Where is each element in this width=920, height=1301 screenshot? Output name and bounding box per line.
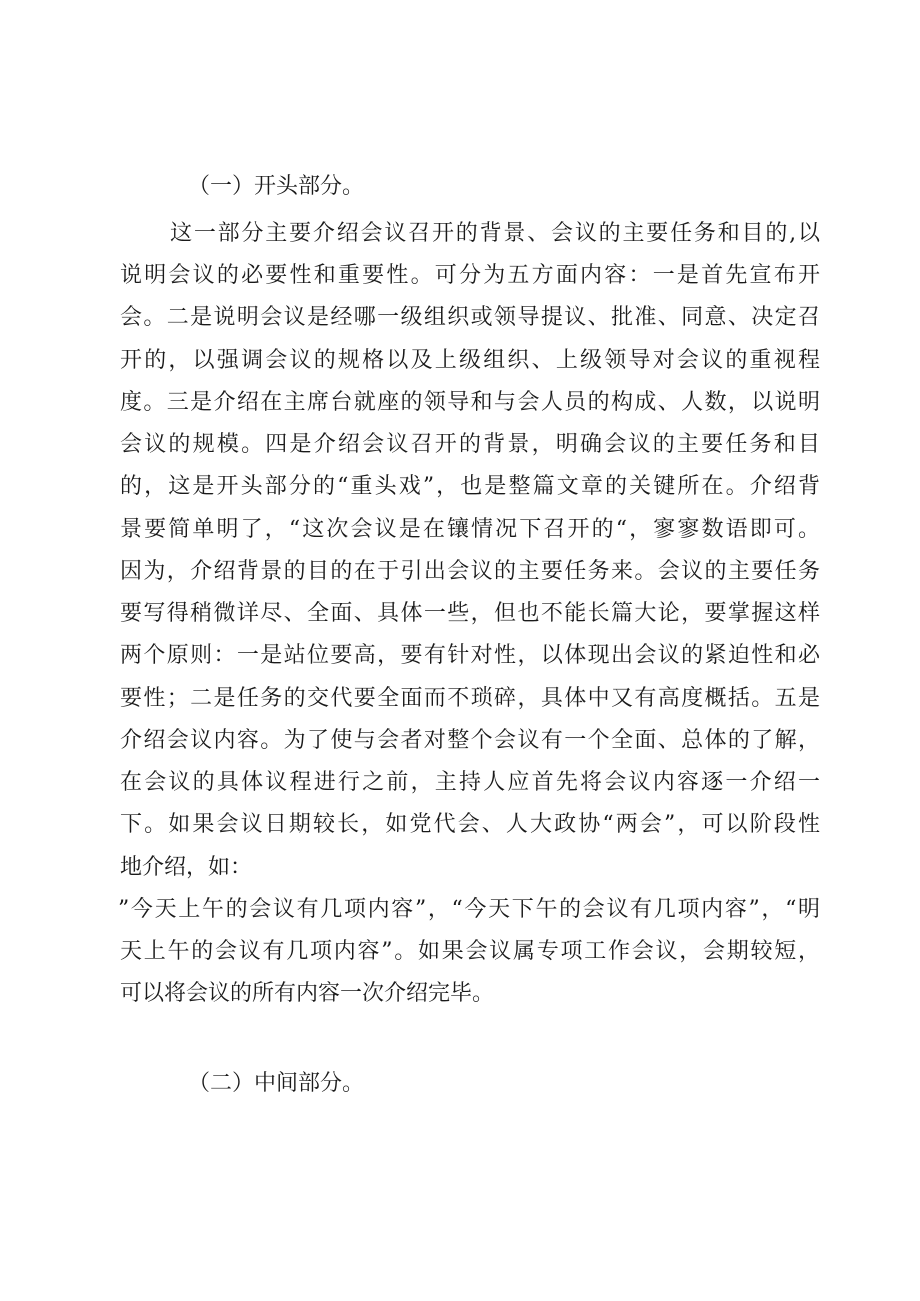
- paragraph-line: 说明会议的必要性和重要性。可分为五方面内容：一是首先宣布开: [120, 263, 820, 288]
- paragraph-line: 天上午的会议有几项内容”。如果会议属专项工作会议，会期较短，: [120, 939, 820, 964]
- paragraph-line: 会议的规模。四是介绍会议召开的背景，明确会议的主要任务和目: [120, 432, 820, 457]
- section-heading-middle: （二）中间部分。: [188, 1071, 365, 1096]
- section-heading-opening: （一）开头部分。: [188, 174, 365, 199]
- paragraph-line: 会。二是说明会议是经哪一级组织或领导提议、批准、同意、决定召: [120, 305, 820, 330]
- paragraph-line: 要写得稍微详尽、全面、具体一些，但也不能长篇大论，要掌握这样: [120, 601, 820, 626]
- paragraph-line: 介绍会议内容。为了使与会者对整个会议有一个全面、总体的了解，: [120, 728, 820, 753]
- paragraph-line: 的，这是开头部分的“重头戏”，也是整篇文章的关键所在。介绍背: [120, 474, 820, 499]
- paragraph-line: 两个原则：一是站位要高，要有针对性，以体现出会议的紧迫性和必: [120, 643, 820, 668]
- paragraph-line: ”今天上午的会议有几项内容”，“今天下午的会议有几项内容”，“明: [118, 897, 820, 922]
- paragraph-line: 这一部分主要介绍会议召开的背景、会议的主要任务和目的,以: [170, 221, 820, 246]
- paragraph-line: 景要简单明了，“这次会议是在镶情况下召开的“，寥寥数语即可。: [120, 517, 820, 542]
- paragraph-line: 地介绍，如：: [120, 855, 253, 880]
- paragraph-line: 下。如果会议日期较长，如党代会、人大政协“两会”，可以阶段性: [120, 812, 820, 837]
- paragraph-line: 要性；二是任务的交代要全面而不琐碎，具体中又有高度概括。五是: [120, 686, 820, 711]
- paragraph-line: 开的，以强调会议的规格以及上级组织、上级领导对会议的重视程: [120, 348, 820, 373]
- paragraph-line: 在会议的具体议程进行之前，主持人应首先将会议内容逐一介绍一: [120, 770, 820, 795]
- paragraph-line: 度。三是介绍在主席台就座的领导和与会人员的构成、人数，以说明: [120, 390, 820, 415]
- paragraph-line: 可以将会议的所有内容一次介绍完毕。: [120, 981, 495, 1006]
- paragraph-line: 因为，介绍背景的目的在于引出会议的主要任务来。会议的主要任务: [120, 559, 820, 584]
